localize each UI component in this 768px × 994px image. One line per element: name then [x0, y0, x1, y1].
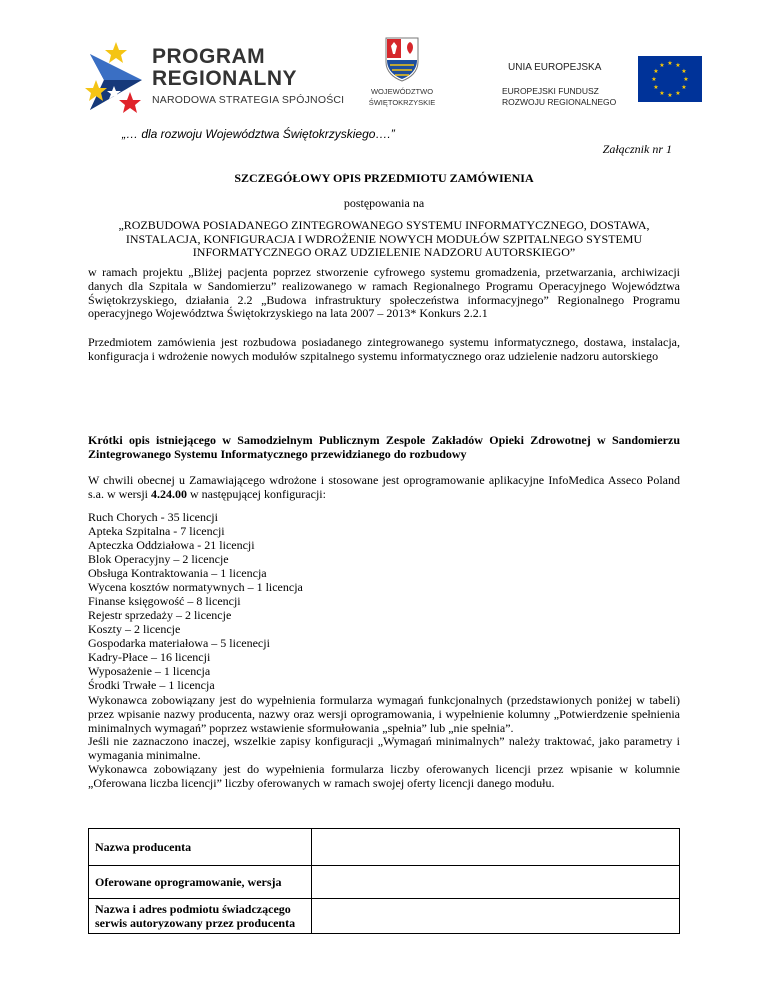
- wojewodztwo-logo-line1: WOJEWÓDZTWO: [370, 87, 434, 96]
- slogan: „… dla rozwoju Województwa Świętokrzyskiego….”: [122, 127, 395, 141]
- list-item: Finanse księgowość – 8 licencji: [88, 594, 241, 608]
- annex-label: Załącznik nr 1: [602, 142, 672, 156]
- wojewodztwo-logo: [364, 36, 440, 110]
- svg-text:★: ★: [651, 76, 657, 83]
- scope-paragraph: Przedmiotem zamówienia jest rozbudowa posiadanego zintegrowanego systemu informatycznego, dostawa, instalacja, konfiguracja i wdrożenie nowych modułów szpitalnego systemu informatycznego oraz udzielenie nadzoru autorskiego: [88, 335, 680, 363]
- svg-text:★: ★: [659, 62, 665, 69]
- coat-of-arms-icon: [384, 36, 420, 82]
- program-logo-line1: PROGRAM: [152, 45, 266, 68]
- list-item: Środki Trwałe – 1 licencja: [88, 678, 215, 692]
- instruction-paragraph: Jeśli nie zaznaczono inaczej, wszelkie zapisy konfiguracji „Wymagań minimalnych” należy traktować, jako parametry i wymagania minimalne.: [88, 734, 680, 763]
- svg-text:★: ★: [675, 62, 681, 69]
- svg-text:★: ★: [681, 84, 687, 91]
- license-list: [88, 510, 303, 692]
- configuration-intro-start: W chwili obecnej u Zamawiającego wdrożone i stosowane jest oprogramowanie aplikacyjne InfoMedica Asseco Poland s.a. w wersji: [88, 473, 680, 501]
- document-title: SZCZEGÓŁOWY OPIS PRZEDMIOTU ZAMÓWIENIA: [234, 171, 534, 185]
- svg-text:★: ★: [667, 60, 673, 67]
- svg-text:★: ★: [659, 90, 665, 97]
- document-subtitle: postępowania na: [343, 196, 425, 210]
- configuration-intro-end: w następującej konfiguracji:: [187, 486, 326, 501]
- svg-text:★: ★: [681, 68, 687, 75]
- unia-europejska-logo: [494, 56, 714, 116]
- svg-text:★: ★: [675, 90, 681, 97]
- list-item: Koszty – 2 licencje: [88, 622, 181, 636]
- vendor-form-table: [88, 828, 680, 934]
- producer-name-label: Nazwa producenta: [89, 829, 312, 866]
- software-version: 4.24.00: [151, 486, 187, 501]
- list-item: Apteka Szpitalna - 7 licencji: [88, 524, 225, 538]
- svg-text:★: ★: [667, 92, 673, 99]
- list-item: Rejestr sprzedaży – 2 licencje: [88, 608, 232, 622]
- eu-logo-title: UNIA EUROPEJSKA: [508, 62, 602, 73]
- list-item: Blok Operacyjny – 2 licencje: [88, 552, 229, 566]
- list-item: Wyposażenie – 1 licencja: [88, 664, 211, 678]
- project-paragraph: w ramach projektu „Bliżej pacjenta poprzez stworzenie cyfrowego systemu gromadzenia, przetwarzania, archiwizacji danych dla Szpitala w Sandomierzu” realizowanego w ramach Regionalnego Programu Operacyjnego Województwa Świętokrzyskiego, działania 2.2 „Budowa infrastruktury społeczeństwa informacyjnego” Regionalnego Programu operacyjnego Województwa Świętokrzyskiego na lata 2007 – 2013* Konkurs 2.2.1: [88, 265, 680, 321]
- program-regionalny-logo: [84, 40, 364, 118]
- procurement-subject: „ROZBUDOWA POSIADANEGO ZINTEGROWANEGO SYSTEMU INFORMATYCZNEGO, DOSTAWA, INSTALACJA, KONFIGURACJA I WDROŻENIE NOWYCH MODUŁÓW SZPITALNEGO SYSTEMU INFORMATYCZNEGO ORAZ UDZIELENIE NADZORU AUTORSKIEGO”: [118, 218, 650, 259]
- service-provider-field[interactable]: [312, 899, 680, 934]
- section-heading: Krótki opis istniejącego w Samodzielnym Publicznym Zespole Zakładów Opieki Zdrowotnej w Sandomierzu Zintegrowanego Systemu Informatycznego przewidzianego do rozbudowy: [88, 433, 680, 461]
- table-row: [89, 866, 680, 899]
- svg-text:★: ★: [653, 84, 659, 91]
- producer-name-field[interactable]: [312, 829, 680, 866]
- eu-logo-line2: ROZWOJU REGIONALNEGO: [502, 97, 617, 107]
- list-item: Obsługa Kontraktowania – 1 licencja: [88, 566, 267, 580]
- svg-text:★: ★: [653, 68, 659, 75]
- configuration-intro: [88, 474, 680, 502]
- list-item: Ruch Chorych - 35 licencji: [88, 510, 218, 524]
- instruction-paragraph: Wykonawca zobowiązany jest do wypełnienia formularza wymagań funkcjonalnych (przedstawionych poniżej w tabeli) przez wpisanie nazwy producenta, nazwy oraz wersji oprogramowania, i wypełnienie kolumny „Potwierdzenie spełnienia minimalnych wymagań” poprzez wstawienie sformułowania „spełnia” lub „nie spełnia”.: [88, 693, 680, 735]
- list-item: Kadry-Płace – 16 licencji: [88, 650, 211, 664]
- list-item: Gospodarka materiałowa – 5 licenecji: [88, 636, 270, 650]
- list-item: Apteczka Oddziałowa - 21 licencji: [88, 538, 255, 552]
- table-row: [89, 899, 680, 934]
- wojewodztwo-logo-line2: ŚWIĘTOKRZYSKIE: [368, 98, 436, 107]
- eu-flag-icon: [638, 56, 702, 102]
- instruction-paragraph: Wykonawca zobowiązany jest do wypełnienia formularza liczby oferowanych licencji przez wpisanie w kolumnie „Oferowana liczba licencji” liczby oferowanych w ramach swojej oferty licencji danego modułu.: [88, 761, 680, 790]
- software-version-field[interactable]: [312, 866, 680, 899]
- table-row: [89, 829, 680, 866]
- service-provider-label: Nazwa i adres podmiotu świadczącego serwis autoryzowany przez producenta: [89, 899, 312, 934]
- instructions: [88, 694, 680, 791]
- list-item: Wycena kosztów normatywnych – 1 licencja: [88, 580, 303, 594]
- eu-logo-line1: EUROPEJSKI FUNDUSZ: [502, 86, 599, 96]
- svg-text:★: ★: [683, 76, 689, 83]
- program-regionalny-emblem-icon: [84, 40, 150, 118]
- program-logo-line2: REGIONALNY: [152, 67, 298, 90]
- program-logo-line3: NARODOWA STRATEGIA SPÓJNOŚCI: [152, 94, 345, 106]
- software-version-label: Oferowane oprogramowanie, wersja: [89, 866, 312, 899]
